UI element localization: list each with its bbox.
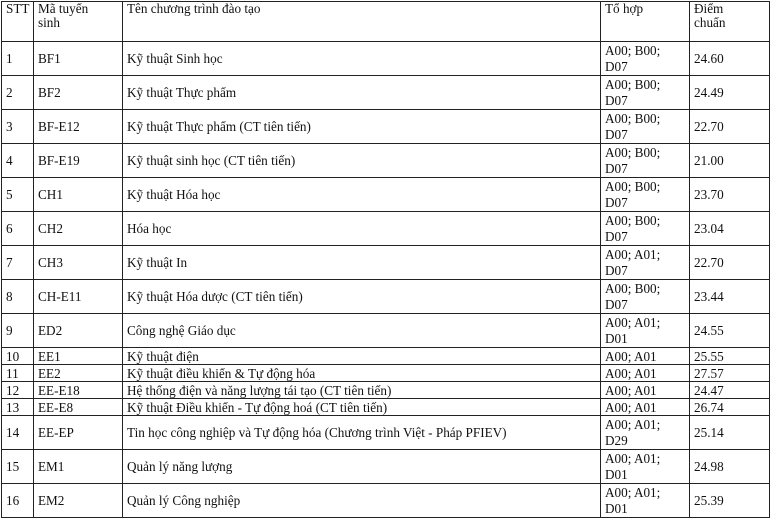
program-cell: Kỹ thuật sinh học (CT tiên tiến) bbox=[123, 144, 601, 178]
header-stt: STT bbox=[2, 2, 34, 42]
combo-cell: A00; A01 bbox=[601, 382, 690, 399]
score-cell: 23.04 bbox=[690, 212, 770, 246]
table-row bbox=[2, 314, 770, 348]
program-cell: Quản lý năng lượng bbox=[123, 450, 601, 484]
score-cell: 24.98 bbox=[690, 450, 770, 484]
code-cell: EE-E8 bbox=[34, 399, 123, 416]
stt-cell: 14 bbox=[2, 416, 34, 450]
combo-cell: A00; A01 bbox=[601, 348, 690, 365]
code-cell: EE1 bbox=[34, 348, 123, 365]
code-cell: BF1 bbox=[34, 42, 123, 76]
program-cell: Kỹ thuật điều khiển & Tự động hóa bbox=[123, 365, 601, 382]
score-cell: 22.70 bbox=[690, 246, 770, 280]
score-cell: 25.39 bbox=[690, 484, 770, 518]
stt-cell: 4 bbox=[2, 144, 34, 178]
combo-cell: A00; B00; D07 bbox=[601, 212, 690, 246]
score-cell: 22.70 bbox=[690, 110, 770, 144]
table-row bbox=[2, 42, 770, 76]
table-row bbox=[2, 399, 770, 416]
code-cell: BF-E12 bbox=[34, 110, 123, 144]
code-cell: EE2 bbox=[34, 365, 123, 382]
code-cell: BF2 bbox=[34, 76, 123, 110]
table-row bbox=[2, 348, 770, 365]
combo-cell: A00; B00; D07 bbox=[601, 110, 690, 144]
admission-scores-table bbox=[1, 1, 770, 518]
score-cell: 27.57 bbox=[690, 365, 770, 382]
code-cell: CH-E11 bbox=[34, 280, 123, 314]
code-cell: EE-E18 bbox=[34, 382, 123, 399]
combo-cell: A00; A01 bbox=[601, 399, 690, 416]
program-cell: Tin học công nghiệp và Tự động hóa (Chương trình Việt - Pháp PFIEV) bbox=[123, 416, 601, 450]
program-cell: Kỹ thuật Thực phẩm (CT tiên tiến) bbox=[123, 110, 601, 144]
code-cell: EM2 bbox=[34, 484, 123, 518]
combo-cell: A00; B00; D07 bbox=[601, 76, 690, 110]
combo-cell: A00; A01; D07 bbox=[601, 246, 690, 280]
combo-cell: A00; A01 bbox=[601, 365, 690, 382]
program-cell: Kỹ thuật Điều khiển - Tự động hoá (CT tiên tiến) bbox=[123, 399, 601, 416]
table-row bbox=[2, 178, 770, 212]
program-cell: Hóa học bbox=[123, 212, 601, 246]
stt-cell: 3 bbox=[2, 110, 34, 144]
score-cell: 23.44 bbox=[690, 280, 770, 314]
header-row bbox=[2, 2, 770, 42]
table-row bbox=[2, 212, 770, 246]
table-row bbox=[2, 365, 770, 382]
combo-cell: A00; B00; D07 bbox=[601, 178, 690, 212]
stt-cell: 13 bbox=[2, 399, 34, 416]
score-cell: 25.14 bbox=[690, 416, 770, 450]
stt-cell: 8 bbox=[2, 280, 34, 314]
stt-cell: 12 bbox=[2, 382, 34, 399]
score-cell: 24.55 bbox=[690, 314, 770, 348]
score-cell: 24.49 bbox=[690, 76, 770, 110]
program-cell: Công nghệ Giáo dục bbox=[123, 314, 601, 348]
code-cell: BF-E19 bbox=[34, 144, 123, 178]
code-cell: CH1 bbox=[34, 178, 123, 212]
table-row bbox=[2, 280, 770, 314]
combo-cell: A00; B00; D07 bbox=[601, 42, 690, 76]
score-cell: 26.74 bbox=[690, 399, 770, 416]
code-cell: CH3 bbox=[34, 246, 123, 280]
table-row bbox=[2, 416, 770, 450]
stt-cell: 9 bbox=[2, 314, 34, 348]
combo-cell: A00; A01; D29 bbox=[601, 416, 690, 450]
stt-cell: 16 bbox=[2, 484, 34, 518]
stt-cell: 1 bbox=[2, 42, 34, 76]
program-cell: Kỹ thuật Hóa dược (CT tiên tiến) bbox=[123, 280, 601, 314]
program-cell: Hệ thống điện và năng lượng tái tạo (CT tiên tiến) bbox=[123, 382, 601, 399]
score-cell: 24.47 bbox=[690, 382, 770, 399]
stt-cell: 5 bbox=[2, 178, 34, 212]
combo-cell: A00; B00; D07 bbox=[601, 280, 690, 314]
header-code: Mã tuyển sinh bbox=[34, 2, 123, 42]
code-cell: ED2 bbox=[34, 314, 123, 348]
table-row bbox=[2, 110, 770, 144]
program-cell: Kỹ thuật Sinh học bbox=[123, 42, 601, 76]
table-row bbox=[2, 382, 770, 399]
stt-cell: 6 bbox=[2, 212, 34, 246]
score-cell: 23.70 bbox=[690, 178, 770, 212]
score-cell: 25.55 bbox=[690, 348, 770, 365]
program-cell: Kỹ thuật Hóa học bbox=[123, 178, 601, 212]
code-cell: EM1 bbox=[34, 450, 123, 484]
header-score: Điểm chuẩn bbox=[690, 2, 770, 42]
combo-cell: A00; B00; D07 bbox=[601, 144, 690, 178]
program-cell: Kỹ thuật Thực phẩm bbox=[123, 76, 601, 110]
combo-cell: A00; A01; D01 bbox=[601, 450, 690, 484]
table-row bbox=[2, 76, 770, 110]
stt-cell: 2 bbox=[2, 76, 34, 110]
table-row bbox=[2, 484, 770, 518]
combo-cell: A00; A01; D01 bbox=[601, 314, 690, 348]
score-cell: 21.00 bbox=[690, 144, 770, 178]
stt-cell: 15 bbox=[2, 450, 34, 484]
combo-cell: A00; A01; D01 bbox=[601, 484, 690, 518]
score-cell: 24.60 bbox=[690, 42, 770, 76]
stt-cell: 11 bbox=[2, 365, 34, 382]
program-cell: Kỹ thuật In bbox=[123, 246, 601, 280]
header-program: Tên chương trình đào tạo bbox=[123, 2, 601, 42]
code-cell: EE-EP bbox=[34, 416, 123, 450]
stt-cell: 10 bbox=[2, 348, 34, 365]
program-cell: Quản lý Công nghiệp bbox=[123, 484, 601, 518]
table-row bbox=[2, 450, 770, 484]
header-combo: Tổ hợp bbox=[601, 2, 690, 42]
table-row bbox=[2, 246, 770, 280]
table-row bbox=[2, 144, 770, 178]
code-cell: CH2 bbox=[34, 212, 123, 246]
stt-cell: 7 bbox=[2, 246, 34, 280]
program-cell: Kỹ thuật điện bbox=[123, 348, 601, 365]
